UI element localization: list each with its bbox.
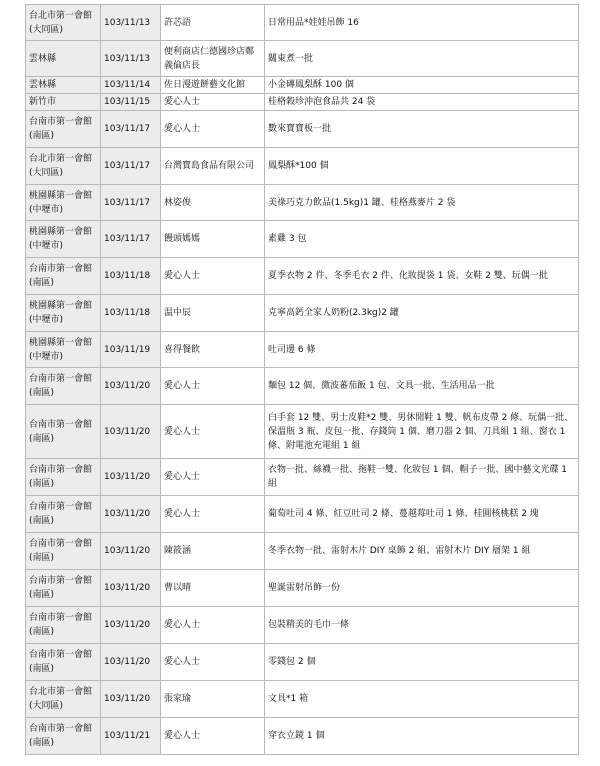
table-row [26, 681, 579, 718]
date-cell: 103/11/17 [101, 148, 161, 185]
date-cell: 103/11/20 [101, 570, 161, 607]
table-row [26, 570, 579, 607]
items-cell: 冬季衣物一批、雷射木片 DIY 桌飾 2 組、雷射木片 DIY 層架 1 組 [265, 533, 579, 570]
donor-cell: 温中辰 [161, 295, 265, 332]
place-cell: 台南市第一會館(南區) [26, 405, 101, 459]
donor-cell: 愛心人士 [161, 405, 265, 459]
items-cell: 白手套 12 雙、男士皮鞋*2 雙、男休閒鞋 1 雙、帆布皮帶 2 條、玩偶一批、保溫瓶 3 瓶、皮包一批、存錢筒 1 個、磨刀器 2 個、刀具組 1 組、窗衣 1 條、附電池充電組 1 組 [265, 405, 579, 459]
date-cell: 103/11/19 [101, 332, 161, 368]
items-cell: 吐司邊 6 條 [265, 332, 579, 368]
donor-cell: 愛心人士 [161, 258, 265, 295]
donor-cell: 曹以晴 [161, 570, 265, 607]
table-row [26, 533, 579, 570]
items-cell: 素雞 3 包 [265, 221, 579, 258]
table-row [26, 185, 579, 221]
date-cell: 103/11/20 [101, 533, 161, 570]
table-row [26, 644, 579, 681]
donor-cell: 愛心人士 [161, 607, 265, 644]
date-cell: 103/11/17 [101, 221, 161, 258]
table-row [26, 718, 579, 755]
place-cell: 桃園縣第一會館(中壢市) [26, 221, 101, 258]
donor-cell: 佐日漫遊餅藝文化館 [161, 77, 265, 94]
items-cell: 麵包 12 個、微波蕃茄飯 1 包、文具一批、生活用品一批 [265, 368, 579, 405]
date-cell: 103/11/20 [101, 459, 161, 496]
date-cell: 103/11/20 [101, 496, 161, 533]
donor-cell: 愛心人士 [161, 718, 265, 755]
table-row [26, 332, 579, 368]
donor-cell: 愛心人士 [161, 459, 265, 496]
table-row [26, 148, 579, 185]
date-cell: 103/11/13 [101, 41, 161, 77]
table-row [26, 607, 579, 644]
place-cell: 台北市第一會館(大同區) [26, 681, 101, 718]
items-cell: 穿衣立鏡 1 個 [265, 718, 579, 755]
table-row [26, 405, 579, 459]
table-row [26, 258, 579, 295]
place-cell: 雲林縣 [26, 41, 101, 77]
place-cell: 台南市第一會館(南區) [26, 258, 101, 295]
table-row [26, 496, 579, 533]
place-cell: 台南市第一會館(南區) [26, 533, 101, 570]
donor-cell: 林姿俊 [161, 185, 265, 221]
place-cell: 桃園縣第一會館(中壢市) [26, 332, 101, 368]
donor-cell: 愛心人士 [161, 368, 265, 405]
date-cell: 103/11/21 [101, 718, 161, 755]
items-cell: 零錢包 2 個 [265, 644, 579, 681]
place-cell: 台南市第一會館(南區) [26, 111, 101, 148]
date-cell: 103/11/17 [101, 111, 161, 148]
place-cell: 台南市第一會館(南區) [26, 459, 101, 496]
items-cell: 鳳梨酥*100 個 [265, 148, 579, 185]
date-cell: 103/11/20 [101, 607, 161, 644]
donor-cell: 饅頭媽媽 [161, 221, 265, 258]
date-cell: 103/11/20 [101, 644, 161, 681]
place-cell: 台南市第一會館(南區) [26, 496, 101, 533]
items-cell: 數來寶寶板一批 [265, 111, 579, 148]
place-cell: 台南市第一會館(南區) [26, 368, 101, 405]
table-row [26, 77, 579, 94]
items-cell: 克寧高鈣全家人奶粉(2.3kg)2 罐 [265, 295, 579, 332]
donor-cell: 愛心人士 [161, 111, 265, 148]
place-cell: 台南市第一會館(南區) [26, 718, 101, 755]
table-row [26, 368, 579, 405]
place-cell: 台南市第一會館(南區) [26, 570, 101, 607]
date-cell: 103/11/20 [101, 405, 161, 459]
donor-cell: 愛心人士 [161, 496, 265, 533]
table-row [26, 111, 579, 148]
place-cell: 台南市第一會館(南區) [26, 607, 101, 644]
place-cell: 台北市第一會館(大同區) [26, 148, 101, 185]
donation-table [25, 4, 579, 755]
place-cell: 台北市第一會館(大同區) [26, 5, 101, 41]
place-cell: 桃園縣第一會館(中壢市) [26, 295, 101, 332]
table-row [26, 295, 579, 332]
donation-table-body [26, 5, 579, 755]
table-row [26, 459, 579, 496]
donor-cell: 愛心人士 [161, 644, 265, 681]
donor-cell: 陳筱涵 [161, 533, 265, 570]
items-cell: 美祿巧克力飲品(1.5kg)1 罐、桂格燕麥片 2 袋 [265, 185, 579, 221]
date-cell: 103/11/18 [101, 258, 161, 295]
donor-cell: 便利商店仁德國珍店鄭義倫店長 [161, 41, 265, 77]
donor-cell: 喜得餐飲 [161, 332, 265, 368]
table-row [26, 41, 579, 77]
date-cell: 103/11/15 [101, 94, 161, 111]
donor-cell: 許芯語 [161, 5, 265, 41]
items-cell: 關東煮一批 [265, 41, 579, 77]
donor-cell: 台灣寶島食品有限公司 [161, 148, 265, 185]
place-cell: 台南市第一會館(南區) [26, 644, 101, 681]
place-cell: 新竹市 [26, 94, 101, 111]
items-cell: 桂格穀珍沖泡食品共 24 袋 [265, 94, 579, 111]
items-cell: 小金磚鳳梨酥 100 個 [265, 77, 579, 94]
date-cell: 103/11/20 [101, 368, 161, 405]
items-cell: 聖誕雷射吊飾一份 [265, 570, 579, 607]
date-cell: 103/11/13 [101, 5, 161, 41]
date-cell: 103/11/14 [101, 77, 161, 94]
items-cell: 包裝精美的毛巾一條 [265, 607, 579, 644]
donor-cell: 張家瑜 [161, 681, 265, 718]
items-cell: 文具*1 箱 [265, 681, 579, 718]
table-row [26, 5, 579, 41]
items-cell: 衣物一批、絲襪一批、拖鞋一雙、化妝包 1 個、帽子一批、國中藝文光碟 1 組 [265, 459, 579, 496]
place-cell: 桃園縣第一會館(中壢市) [26, 185, 101, 221]
items-cell: 夏季衣物 2 件、冬季毛衣 2 件、化妝提袋 1 袋、女鞋 2 雙、玩偶一批 [265, 258, 579, 295]
table-row [26, 94, 579, 111]
place-cell: 雲林縣 [26, 77, 101, 94]
items-cell: 葡萄吐司 4 條、紅豆吐司 2 條、蔓越莓吐司 1 條、桂圓核桃糕 2 塊 [265, 496, 579, 533]
items-cell: 日常用品*娃娃吊飾 16 [265, 5, 579, 41]
date-cell: 103/11/18 [101, 295, 161, 332]
date-cell: 103/11/20 [101, 681, 161, 718]
table-row [26, 221, 579, 258]
date-cell: 103/11/17 [101, 185, 161, 221]
donor-cell: 愛心人士 [161, 94, 265, 111]
